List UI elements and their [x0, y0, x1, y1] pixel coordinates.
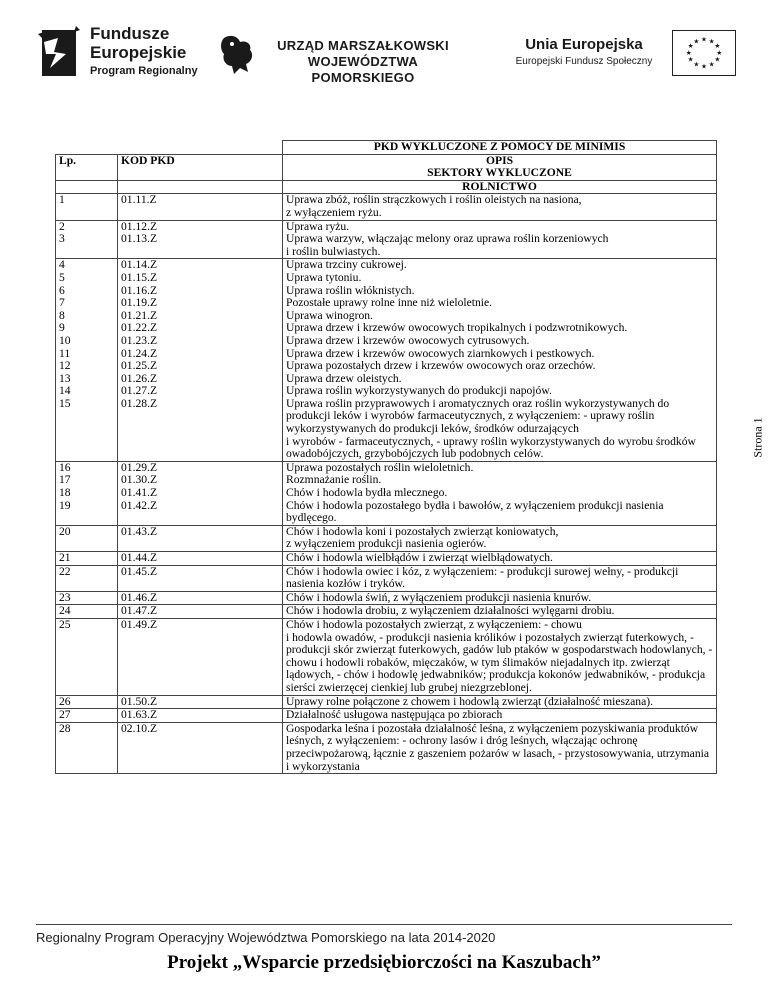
- row-kod: 01.50.Z: [118, 695, 283, 709]
- row-opis: Chów i hodowla drobiu, z wyłączeniem działalności wylęgarni drobiu.: [283, 605, 717, 619]
- row-kod: 01.14.Z 01.15.Z 01.16.Z 01.19.Z 01.21.Z 01.22.Z 01.23.Z 01.24.Z 01.25.Z 01.26.Z 01.27.Z 01.28.Z: [118, 259, 283, 462]
- row-kod: 01.45.Z: [118, 565, 283, 591]
- ue-logo-line1: Unia Europejska: [525, 36, 643, 53]
- table-row: [56, 591, 717, 605]
- table-row: [56, 525, 717, 551]
- row-opis: Chów i hodowla owiec i kóz, z wyłączeniem: - produkcji surowej wełny, - produkcji nasienia kozłów i tryków.: [283, 565, 717, 591]
- row-lp: 25: [56, 618, 118, 695]
- row-kod: 02.10.Z: [118, 722, 283, 773]
- pkd-exclusion-table: [55, 140, 717, 774]
- urzad-marszalkowski-logo: [216, 32, 456, 85]
- subsection-row: [56, 180, 717, 194]
- section-heading: SEKTORY WYKLUCZONE: [427, 166, 572, 180]
- fe-logo-line1: Fundusze: [90, 24, 170, 43]
- row-opis: Chów i hodowla wielbłądów i zwierząt wielbłądowatych.: [283, 552, 717, 566]
- row-opis: Uprawy rolne połączone z chowem i hodowlą zwierząt (działalność mieszana).: [283, 695, 717, 709]
- footer-program: Regionalny Program Operacyjny Województwa Pomorskiego na lata 2014-2020: [36, 930, 496, 945]
- row-lp: 22: [56, 565, 118, 591]
- svg-text:★: ★: [701, 62, 707, 71]
- row-kod: 01.43.Z: [118, 525, 283, 551]
- svg-text:★: ★: [716, 48, 723, 57]
- subsection-heading: ROLNICTWO: [283, 180, 717, 194]
- fe-logo-line2: Europejskie: [90, 43, 187, 62]
- row-kod: 01.63.Z: [118, 709, 283, 723]
- row-lp: 24: [56, 605, 118, 619]
- table-row: [56, 709, 717, 723]
- row-opis: Chów i hodowla koni i pozostałych zwierząt koniowatych, z wyłączeniem produkcji nasienia ogierów.: [283, 525, 717, 551]
- table-title-row: [56, 141, 717, 155]
- table-row: [56, 695, 717, 709]
- griffin-crest-icon: [216, 32, 258, 76]
- table-row: [56, 194, 717, 220]
- row-kod: 01.11.Z: [118, 194, 283, 220]
- row-opis: Gospodarka leśna i pozostała działalność leśna, z wyłączeniem pozyskiwania produktów leśnych, z wyłączeniem: - ochrony lasów i dróg leśnych, włączając ochronę przeciwpożarową, łącznie z gaszeniem pożarów w lasach, - przystosowywania, utrzymania i wykorzystania: [283, 722, 717, 773]
- row-opis: Uprawa zbóż, roślin strączkowych i roślin oleistych na nasiona, z wyłączeniem ryżu.: [283, 194, 717, 220]
- page-number-label: Strona 1: [750, 417, 765, 458]
- table-row: [56, 220, 717, 259]
- row-lp: 23: [56, 591, 118, 605]
- row-lp: 26: [56, 695, 118, 709]
- row-opis: Uprawa trzciny cukrowej. Uprawa tytoniu. Uprawa roślin włóknistych. Pozostałe uprawy rolne inne niż wieloletnie. Uprawa winogron. Uprawa drzew i krzewów owocowych tropikalnych i podzwrotnikowych. Uprawa drzew i krzewów owocowych cytrusowych. Uprawa drzew i krzewów owocowych ziarnkowych i pestkowych. Uprawa pozostałych drzew i krzewów owocowych oraz orzechów. Uprawa drzew oleistych. Uprawa roślin wykorzystywanych do produkcji napojów. Uprawa roślin przyprawowych i aromatycznych oraz roślin wykorzystywanych do produkcji leków i wyrobów farmaceutycznych, z wyłączeniem: - uprawy roślin wykorzystywanych do produkcji leków, środków odurzających i wyrobów - farmaceutycznych, - uprawy roślin wykorzystywanych do wyrobu środków owadobójczych, grzybobójczych lub podobnych celów.: [283, 259, 717, 462]
- row-opis: Uprawa ryżu. Uprawa warzyw, włączając melony oraz uprawa roślin korzeniowych i roślin bulwiastych.: [283, 220, 717, 259]
- fe-star-mark-icon: [36, 24, 82, 80]
- svg-text:★: ★: [714, 55, 721, 64]
- row-lp: 27: [56, 709, 118, 723]
- table-row: [56, 605, 717, 619]
- svg-text:★: ★: [687, 42, 694, 51]
- row-opis: Chów i hodowla świń, z wyłączeniem produkcji nasienia knurów.: [283, 591, 717, 605]
- svg-text:★: ★: [714, 42, 721, 51]
- page-header: [0, 0, 768, 100]
- row-lp: 16 17 18 19: [56, 461, 118, 525]
- unia-europejska-logo: [510, 30, 740, 80]
- row-kod: 01.12.Z 01.13.Z: [118, 220, 283, 259]
- table-title: PKD WYKLUCZONE Z POMOCY DE MINIMIS: [283, 141, 717, 155]
- footer-divider: [36, 924, 732, 925]
- row-kod: 01.49.Z: [118, 618, 283, 695]
- col-header-lp: Lp.: [56, 154, 118, 180]
- table-row: [56, 552, 717, 566]
- svg-text:★: ★: [708, 60, 715, 69]
- col-header-kod: KOD PKD: [118, 154, 283, 180]
- table-row: [56, 259, 717, 462]
- row-kod: 01.47.Z: [118, 605, 283, 619]
- row-lp: 21: [56, 552, 118, 566]
- row-opis: Chów i hodowla pozostałych zwierząt, z wyłączeniem: - chowu i hodowla owadów, - produkcji nasienia królików i pozostałych zwierząt futerkowych, - produkcji skór zwierząt futerkowych, gadów lub ptaków w gospodarstwach hodowlanych, - chowu i hodowli robaków, mięczaków, w tym ślimaków niejadalnych itp. zwierząt lądowych, - chów i hodowlę jedwabników; produkcja kokonów jedwabników, - produkcja sierści zwierzęcej cienkiej lub grubej niezgrzeblonej.: [283, 618, 717, 695]
- row-opis: Działalność usługowa następująca po zbiorach: [283, 709, 717, 723]
- table-row: [56, 565, 717, 591]
- footer-project-title: Projekt „Wsparcie przedsiębiorczości na Kaszubach”: [167, 952, 601, 973]
- row-lp: 1: [56, 194, 118, 220]
- table-header-row: [56, 154, 717, 180]
- row-lp: 4 5 6 7 8 9 10 11 12 13 14 15: [56, 259, 118, 462]
- fe-logo-line3: Program Regionalny: [90, 65, 198, 77]
- row-lp: 2 3: [56, 220, 118, 259]
- table-row: [56, 722, 717, 773]
- row-opis: Uprawa pozostałych roślin wieloletnich. Rozmnażanie roślin. Chów i hodowla bydła mlecznego. Chów i hodowla pozostałego bydła i bawołów, z wyłączeniem produkcji nasienia bydlęcego.: [283, 461, 717, 525]
- svg-text:★: ★: [693, 37, 700, 46]
- svg-text:★: ★: [701, 35, 707, 44]
- eu-flag-icon: [672, 30, 736, 76]
- row-kod: 01.44.Z: [118, 552, 283, 566]
- svg-text:★: ★: [687, 55, 694, 64]
- row-kod: 01.29.Z 01.30.Z 01.41.Z 01.42.Z: [118, 461, 283, 525]
- row-lp: 28: [56, 722, 118, 773]
- col-header-opis: OPIS: [485, 153, 514, 167]
- row-lp: 20: [56, 525, 118, 551]
- table-row: [56, 618, 717, 695]
- um-logo-line2: WOJEWÓDZTWA POMORSKIEGO: [307, 54, 419, 85]
- ue-logo-line2: Europejski Fundusz Społeczny: [515, 56, 653, 67]
- svg-text:★: ★: [685, 48, 692, 57]
- row-kod: 01.46.Z: [118, 591, 283, 605]
- svg-text:★: ★: [693, 60, 700, 69]
- table-row: [56, 461, 717, 525]
- svg-text:★: ★: [708, 37, 715, 46]
- page-number-sidebar: [748, 400, 768, 480]
- um-logo-line1: URZĄD MARSZAŁKOWSKI: [277, 38, 449, 53]
- fundusze-europejskie-logo: [36, 20, 206, 82]
